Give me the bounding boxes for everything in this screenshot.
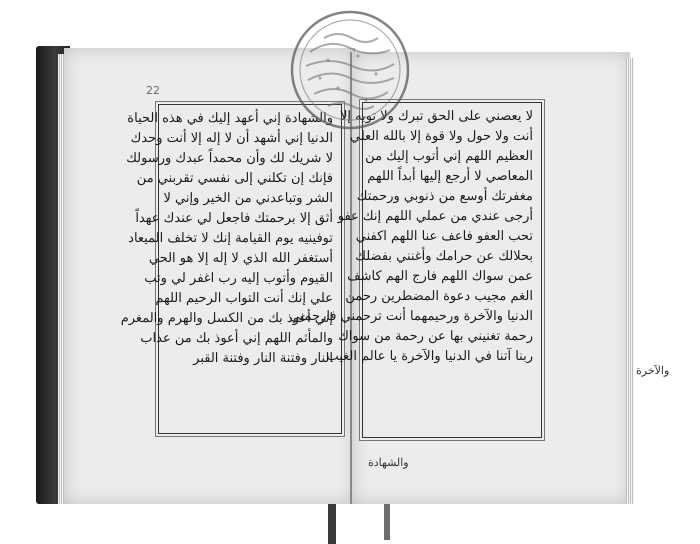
text-line: مغفرتك أوسع من ذنوبي ورحمتك [356, 189, 533, 204]
right-page-edges [626, 58, 634, 504]
text-line: لا شريك لك وأن محمداً عبدك ورسولك [126, 151, 333, 166]
right-text-block [289, 102, 542, 438]
text-line: عمن سواك اللهم فارج الهم كاشف [347, 269, 533, 284]
text-line: المعاصي لا أرجع إليها أبداً اللهم [367, 169, 533, 184]
text-line: أستغفر الله الذي لا إله إلا هو الحي [148, 251, 333, 266]
text-line: والشهادة إني أعهد إليك في هذه الحياة [127, 111, 333, 126]
text-line: توفينيه يوم القيامة إنك لا تخلف الميعاد [128, 231, 333, 246]
left-text-block [120, 104, 342, 434]
catchword-margin: والآخرة [636, 364, 670, 377]
text-line: أنت ولا حول ولا قوة إلا بالله العلي [349, 129, 533, 144]
text-line: النار وفتنة النار وفتنة القبر [193, 351, 333, 366]
text-line: علي إنك أنت التواب الرحيم اللهم [155, 291, 333, 306]
text-line: تحب العفو فاعف عنا اللهم اكفني [355, 229, 533, 244]
library-seal-stamp [288, 8, 412, 132]
text-line: ربنا آتنا في الدنيا والآخرة يا عالم الغيب [326, 349, 533, 364]
text-line: الدنيا إني أشهد أن لا إله إلا أنت وحدك [130, 131, 333, 146]
bookmark-ribbon [328, 504, 336, 544]
text-line: بحلالك عن حرامك وأغنني بفضلك [355, 249, 533, 264]
catchword-bottom: والشهادة [368, 456, 409, 469]
text-line: أثق إلا برحمتك فاجعل لي عندك عهداً [135, 211, 333, 226]
text-line: فإنك إن تكلني إلى نفسي تقربني من [136, 171, 333, 186]
bookmark-ribbon [384, 504, 390, 540]
text-line: الدنيا والآخرة ورحيمهما أنت ترحمني فارحمني [289, 309, 533, 324]
text-line: والمأثم اللهم إني أعوذ بك من عذاب [140, 331, 333, 346]
text-line: القيوم وأتوب إليه رب اغفر لي وتب [144, 271, 333, 286]
text-line: لا يعصني على الحق تبرك ولا توبه إلا [339, 109, 533, 124]
text-line: إني أعوذ بك من الكسل والهرم والمغرم [120, 311, 333, 326]
text-line: رحمة تغنيني بها عن رحمة من سواك [338, 329, 533, 344]
text-line: أرجى عندي من عملي اللهم إنك عفو [337, 209, 533, 224]
folio-number: 22 [146, 84, 160, 97]
text-line: الشر وتباعدني من الخير وإني لا [163, 191, 333, 206]
text-line: العظيم اللهم إني أتوب إليك من [365, 149, 533, 164]
text-line: الغم مجيب دعوة المضطرين رحمن [345, 289, 533, 304]
